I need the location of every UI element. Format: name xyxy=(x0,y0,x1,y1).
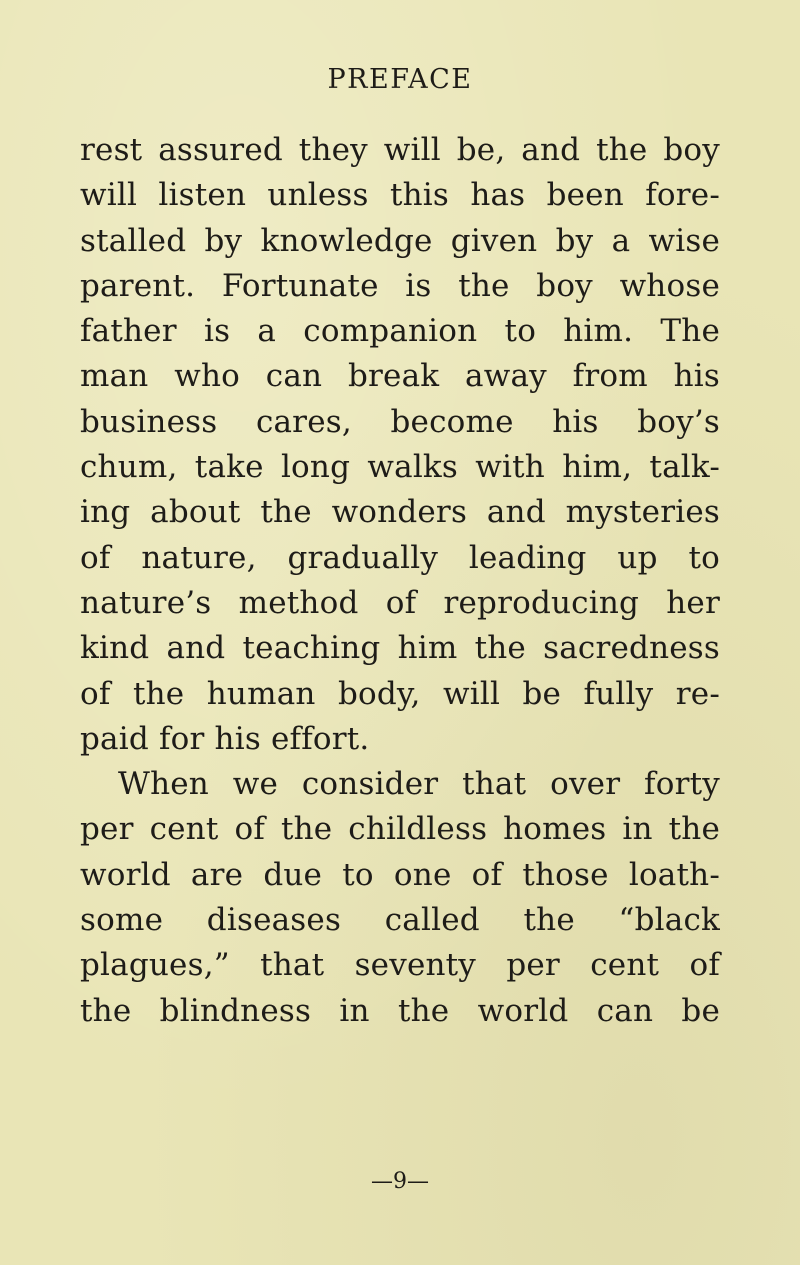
page-number: —9— xyxy=(371,1169,429,1194)
text-line: will listen unless this has been fore- xyxy=(80,177,720,214)
text-line: stalled by knowledge given by a wise xyxy=(80,222,720,259)
text-line: world are due to one of those loath- xyxy=(80,856,720,893)
text-line: plagues,” that seventy per cent of xyxy=(80,947,720,984)
text-line: rest assured they will be, and the boy xyxy=(80,132,720,168)
text-line: parent. Fortunate is the boy whose xyxy=(80,267,720,304)
text-line: nature’s method of reproducing her xyxy=(80,584,720,621)
text-line-paragraph-start: When we consider that over forty xyxy=(118,766,720,803)
text-line: the blindness in the world can be xyxy=(80,992,720,1029)
text-line: man who can break away from his xyxy=(80,358,720,395)
body-text xyxy=(80,128,720,1034)
running-head: PREFACE xyxy=(327,64,473,95)
text-line: of the human body, will be fully re- xyxy=(80,675,720,712)
text-line: some diseases called the “black xyxy=(80,902,720,939)
text-line: kind and teaching him the sacredness xyxy=(80,630,720,667)
text-line: per cent of the childless homes in the xyxy=(80,811,720,848)
text-line: of nature, gradually leading up to xyxy=(80,539,720,576)
text-line: business cares, become his boy’s xyxy=(80,403,720,440)
text-line: father is a companion to him. The xyxy=(80,313,720,350)
text-line: chum, take long walks with him, talk- xyxy=(80,449,720,486)
text-line: ing about the wonders and mysteries xyxy=(80,494,720,531)
text-line-paragraph-end: paid for his effort. xyxy=(80,720,370,757)
